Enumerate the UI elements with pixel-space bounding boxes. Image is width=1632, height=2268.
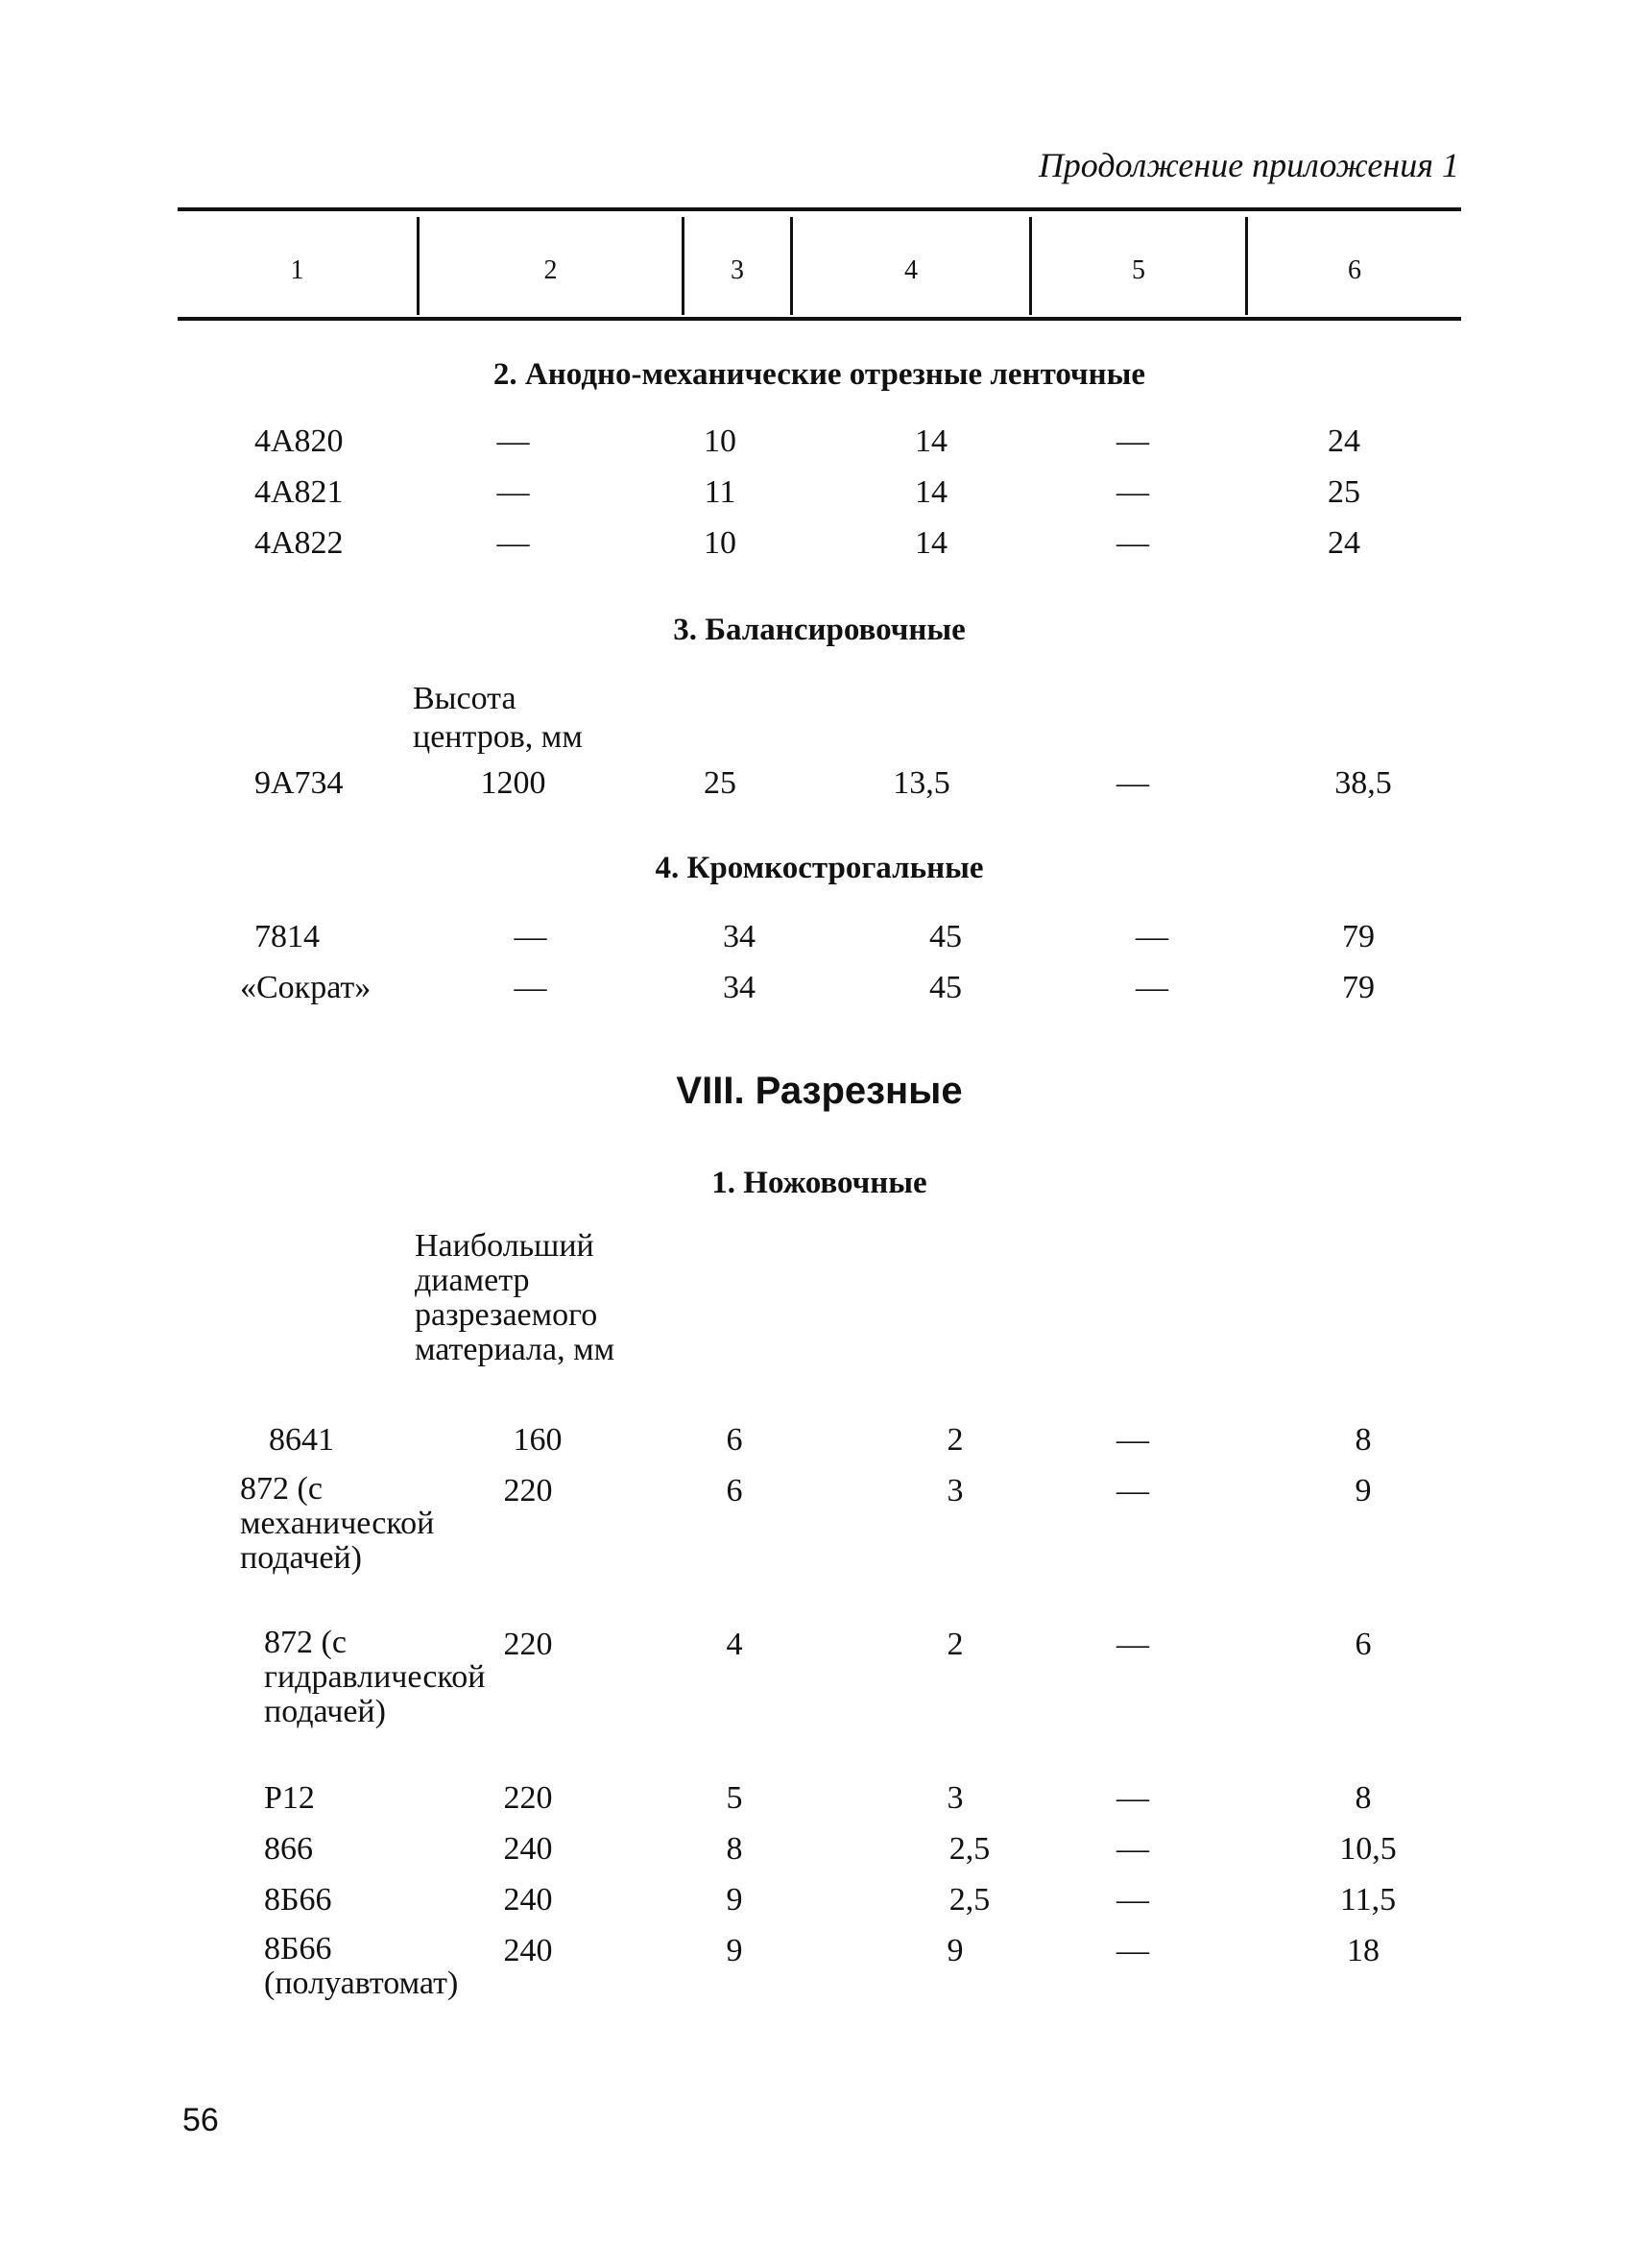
section-title-balancing: 3. Балансировочные (673, 613, 966, 647)
cell-col5: — (1116, 1831, 1149, 1867)
cell-col6: 79 (1342, 970, 1375, 1005)
cell-model: Р12 (264, 1780, 315, 1816)
cell-col6: 24 (1328, 423, 1360, 459)
cell-model: «Сократ» (240, 970, 372, 1005)
cell-col4: 2,5 (948, 1831, 991, 1867)
cell-col2: — (496, 474, 530, 510)
cell-col2: — (514, 970, 547, 1005)
running-header: Продолжение приложения 1 (1038, 146, 1459, 184)
cell-col3: 4 (726, 1627, 743, 1662)
cell-col5: — (1116, 1933, 1149, 1968)
cell-col5: — (1136, 919, 1168, 954)
cell-col4: 3 (947, 1780, 964, 1816)
cell-col5: — (1116, 1627, 1149, 1662)
cell-col4: 2 (947, 1422, 964, 1458)
cell-col6: 24 (1328, 525, 1360, 561)
cell-col3: 9 (726, 1933, 743, 1968)
cell-col3: 9 (726, 1882, 743, 1918)
cell-col6: 10,5 (1339, 1831, 1397, 1867)
cell-model: 8Б66 (264, 1882, 332, 1918)
column-header-5: 5 (1132, 255, 1145, 285)
cell-col4: 3 (947, 1473, 964, 1508)
cell-col2: 240 (503, 1831, 553, 1867)
cell-model: 872 (с гидравлической подачей) (264, 1625, 486, 1729)
cell-col3: 6 (726, 1473, 743, 1508)
cell-col5: — (1116, 525, 1149, 561)
cell-col5: — (1116, 1780, 1149, 1816)
cell-col5: — (1116, 765, 1149, 801)
cell-col2: 1200 (480, 765, 546, 801)
cell-col6: 38,5 (1334, 765, 1392, 801)
cell-col5: — (1116, 474, 1149, 510)
cell-col2: 220 (503, 1473, 553, 1508)
cell-col4: 2 (947, 1627, 964, 1662)
cell-model: 8641 (269, 1422, 334, 1458)
cell-col6: 11,5 (1339, 1882, 1397, 1918)
cell-model: 866 (264, 1831, 313, 1867)
cell-col6: 18 (1347, 1933, 1380, 1968)
cell-col6: 6 (1355, 1627, 1372, 1662)
cell-model: 872 (с механической подачей) (240, 1471, 435, 1576)
cell-col4: 9 (947, 1933, 964, 1968)
page-number: 56 (182, 2102, 219, 2138)
column-header-4: 4 (904, 255, 918, 285)
table-top-rule (178, 207, 1461, 211)
section-title-edge-planing: 4. Кромкострогальные (655, 851, 984, 885)
cell-col5: — (1116, 1422, 1149, 1458)
cell-col2: — (496, 423, 530, 459)
cell-col2: 220 (503, 1780, 553, 1816)
cell-model: 4А821 (254, 474, 344, 510)
cell-col2: 240 (503, 1882, 553, 1918)
cell-col5: — (1136, 970, 1168, 1005)
cell-col2: — (496, 525, 530, 561)
cell-col3: 8 (726, 1831, 743, 1867)
column-header-6: 6 (1348, 255, 1361, 285)
cell-col6: 8 (1355, 1780, 1372, 1816)
cell-col6: 25 (1328, 474, 1360, 510)
section-title-anodic: 2. Анодно-механические отрезные ленточные (492, 357, 1146, 392)
cell-col4: 2,5 (948, 1882, 991, 1918)
cell-col6: 8 (1355, 1422, 1372, 1458)
cell-col4: 13,5 (893, 765, 950, 801)
cell-col3: 11 (704, 474, 736, 510)
cell-model: 4А822 (254, 525, 344, 561)
cell-col3: 6 (726, 1422, 743, 1458)
column-header-3: 3 (731, 255, 744, 285)
column-note-max-diameter: Наибольший диаметр разрезаемого материала, мм (415, 1228, 615, 1367)
column-header-2: 2 (543, 255, 558, 285)
cell-col3: 10 (704, 525, 736, 561)
cell-col5: — (1116, 1473, 1149, 1508)
cell-col2: 240 (503, 1933, 553, 1968)
cell-model: 4А820 (254, 423, 344, 459)
cell-col3: 25 (704, 765, 736, 801)
cell-col4: 45 (929, 919, 962, 954)
cell-model: 9А734 (254, 765, 344, 801)
cell-col4: 14 (915, 474, 948, 510)
table-header-bottom-rule (178, 317, 1461, 321)
column-header-1: 1 (290, 255, 304, 285)
cell-col4: 45 (929, 970, 962, 1005)
cell-model: 7814 (254, 919, 320, 954)
column-note-center-height: Высота центров, мм (413, 681, 583, 755)
cell-col4: 14 (915, 423, 948, 459)
cell-col6: 9 (1355, 1473, 1372, 1508)
cell-col3: 34 (723, 919, 756, 954)
cell-col3: 34 (723, 970, 756, 1005)
cell-col5: — (1116, 1882, 1149, 1918)
cell-col2: — (514, 919, 547, 954)
cell-col6: 79 (1342, 919, 1375, 954)
cell-col2: 220 (503, 1627, 553, 1662)
chapter-title: VIII. Разрезные (676, 1070, 963, 1112)
cell-col4: 14 (915, 525, 948, 561)
cell-col3: 10 (704, 423, 736, 459)
cell-col3: 5 (726, 1780, 743, 1816)
section-title-hacksaw: 1. Ножовочные (711, 1166, 927, 1200)
cell-col2: 160 (513, 1422, 563, 1458)
cell-model: 8Б66 (полуавтомат) (264, 1931, 459, 2001)
cell-col5: — (1116, 423, 1149, 459)
